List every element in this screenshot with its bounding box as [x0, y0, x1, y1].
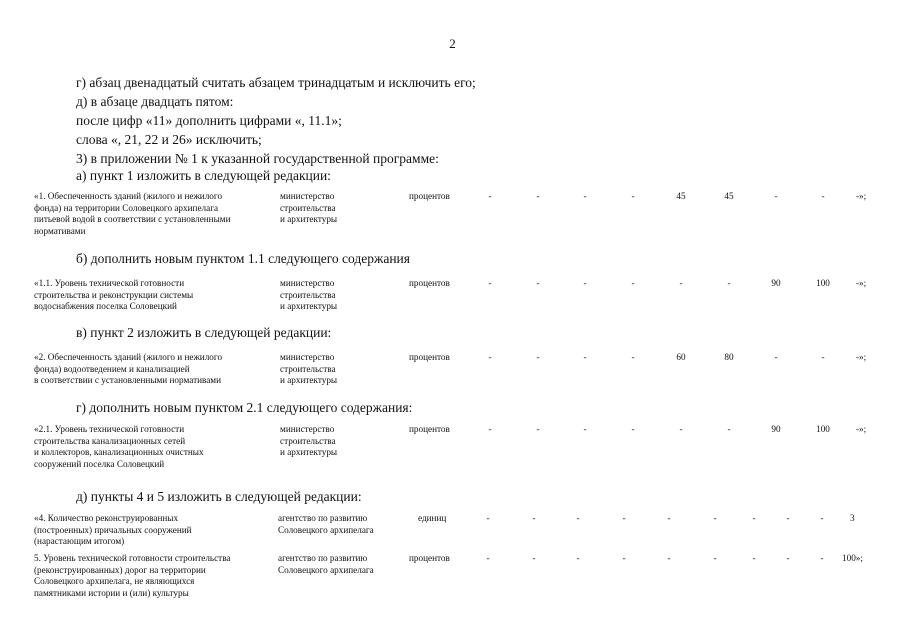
row-value: - — [631, 278, 635, 288]
intro-line-2: д) в абзаце двадцать пятом: — [76, 94, 234, 109]
row-value: - — [583, 278, 587, 288]
row-value: - — [488, 424, 492, 434]
row-value: - — [536, 278, 540, 288]
row-executor: агентство по развитию Соловецкого архипелага — [278, 513, 374, 535]
row-value: - — [488, 352, 492, 362]
row-value: - — [786, 553, 790, 563]
row-executor: министерство строительства и архитектуры — [280, 278, 338, 311]
row-name: «1. Обеспеченность зданий (жилого и нежилого фонда) на территории Соловецкого архипелага питьевой водой в соответствии с установленными нормативами — [34, 191, 231, 236]
row-value: 45 — [676, 191, 686, 201]
row-unit: процентов — [409, 191, 450, 201]
row-unit: процентов — [409, 424, 450, 434]
row-value: - — [820, 513, 824, 523]
intro-line-4: слова «, 21, 22 и 26» исключить; — [76, 132, 262, 147]
row-executor: министерство строительства и архитектуры — [280, 352, 338, 385]
row-value: - — [679, 424, 683, 434]
row-unit: процентов — [409, 278, 450, 288]
row-value: - — [821, 352, 825, 362]
row-value: - — [622, 553, 626, 563]
intro-line-3: после цифр «11» дополнить цифрами «, 11.1»; — [76, 113, 342, 128]
row-value: 100 — [816, 424, 830, 434]
row-value: 90 — [771, 424, 781, 434]
row-value: 3 — [850, 513, 855, 523]
row-value: - — [631, 352, 635, 362]
row-value: - — [631, 424, 635, 434]
intro-line-5: 3) в приложении № 1 к указанной государственной программе: — [76, 151, 439, 166]
row-value: - — [774, 352, 778, 362]
row-value: -»; — [856, 352, 867, 362]
row-value: - — [713, 513, 717, 523]
heading-g: г) дополнить новым пунктом 2.1 следующего содержания: — [76, 400, 413, 415]
row-value: - — [713, 553, 717, 563]
row-name: «1.1. Уровень технической готовности строительства и реконструкции системы водоснабжения поселка Соловецкий — [34, 278, 194, 311]
intro-line-1: г) абзац двенадцатый считать абзацем тринадцатым и исключить его; — [76, 75, 476, 90]
row-unit: процентов — [409, 352, 450, 362]
row-value: - — [536, 191, 540, 201]
row-value: - — [576, 553, 580, 563]
row-executor: министерство строительства и архитектуры — [280, 191, 338, 224]
row-value: 100 — [816, 278, 830, 288]
row-value: - — [488, 191, 492, 201]
row-value: - — [583, 352, 587, 362]
row-value: - — [536, 424, 540, 434]
row-value: - — [752, 513, 756, 523]
row-value: 100»; — [842, 553, 863, 563]
row-value: - — [532, 513, 536, 523]
row-value: - — [532, 553, 536, 563]
row-value: -»; — [856, 191, 867, 201]
row-value: 80 — [724, 352, 734, 362]
row-value: - — [622, 513, 626, 523]
row-value: - — [752, 553, 756, 563]
row-value: 45 — [724, 191, 734, 201]
row-value: - — [583, 424, 587, 434]
row-value: - — [486, 553, 490, 563]
row-value: - — [536, 352, 540, 362]
row-value: - — [488, 278, 492, 288]
row-value: - — [486, 513, 490, 523]
heading-v: в) пункт 2 изложить в следующей редакции: — [76, 325, 332, 340]
row-name: 5. Уровень технической готовности строительства (реконструированных) дорог на территории Соловецкого архипелага, не являющихся памятниками истории и (или) культуры — [34, 553, 231, 598]
intro-line-6: а) пункт 1 изложить в следующей редакции: — [76, 168, 331, 183]
row-value: - — [786, 513, 790, 523]
row-value: - — [576, 513, 580, 523]
row-value: - — [631, 191, 635, 201]
row-value: -»; — [856, 278, 867, 288]
page-number: 2 — [449, 36, 456, 51]
row-value: - — [727, 424, 731, 434]
heading-b: б) дополнить новым пунктом 1.1 следующего содержания — [76, 251, 410, 266]
row-unit: единиц — [418, 513, 447, 523]
row-value: 60 — [676, 352, 686, 362]
row-value: - — [774, 191, 778, 201]
row-value: - — [679, 278, 683, 288]
row-value: - — [821, 191, 825, 201]
row-name: «2.1. Уровень технической готовности строительства канализационных сетей и коллекторов, канализационных очистных сооружений поселка Соловецкий — [34, 424, 204, 469]
row-unit: процентов — [409, 553, 450, 563]
row-executor: министерство строительства и архитектуры — [280, 424, 338, 457]
row-value: - — [583, 191, 587, 201]
row-value: - — [667, 513, 671, 523]
row-value: -»; — [856, 424, 867, 434]
row-name: «2. Обеспеченность зданий (жилого и нежилого фонда) водоотведением и канализацией в соответствии с установленными нормативами — [34, 352, 223, 385]
row-name: «4. Количество реконструированных (построенных) причальных сооружений (нарастающим итогом) — [34, 513, 192, 546]
row-value: 90 — [771, 278, 781, 288]
row-executor: агентство по развитию Соловецкого архипелага — [278, 553, 374, 575]
heading-d: д) пункты 4 и 5 изложить в следующей редакции: — [76, 489, 362, 504]
row-value: - — [727, 278, 731, 288]
row-value: - — [820, 553, 824, 563]
row-value: - — [667, 553, 671, 563]
